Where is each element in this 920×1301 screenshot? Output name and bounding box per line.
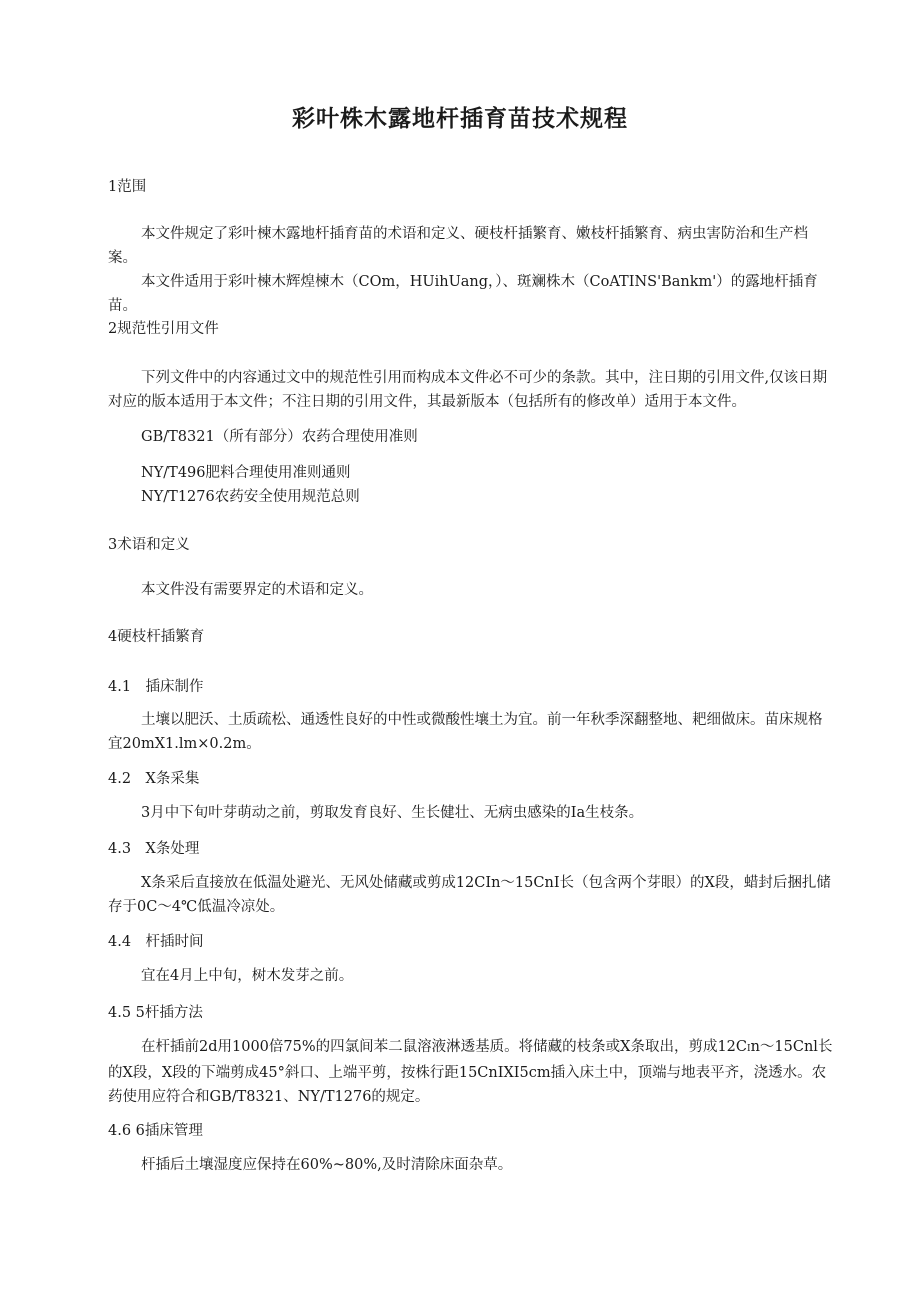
subsection-heading-4-4: 4.4 杆插时间 [108,934,204,950]
terms-paragraph: 本文件没有需要界定的术语和定义。 [141,582,373,598]
section-heading-terms: 3术语和定义 [108,537,190,553]
subsection-heading-4-3: 4.3 X条处理 [108,841,200,857]
reference-item: NY/T1276农药安全使用规范总则 [141,489,360,505]
subsection-text-4-4: 宜在4月上中旬，树木发芽之前。 [141,968,354,984]
section-heading-scope: 1范围 [108,179,147,195]
subsection-text-4-1: 土壤以肥沃、土质疏松、通透性良好的中性或微酸性壤土为宜。前一年秋季深翻整地、耙细做床。苗床规格宜20mX1.lm×0.2m。 [108,712,823,752]
reference-item: NY/T496肥料合理使用准则通则 [141,465,351,481]
subsection-heading-4-5: 4.5 5杆插方法 [108,1005,203,1021]
subsection-heading-4-2: 4.2 X条采集 [108,771,200,787]
subsection-text-4-5-part-a: 在杆插前2d用1000倍75%的四氯间苯二鼠溶液淋透基质。将储藏的枝条或X条取出，剪成12C [141,1039,748,1055]
subsection-text-4-3: X条采后直接放在低温处避光、无风处储藏或剪成12CIn～15CnI长（包含两个芽眼）的X段，蜡封后捆扎储存于0C～4℃低温冷凉处。 [108,875,831,915]
subsection-text-4-6: 杆插后土壤湿度应保持在60%~80%,及时清除床面杂草。 [141,1157,513,1173]
subsection-text-4-2: 3月中下旬叶芽萌动之前，剪取发育良好、生长健壮、无病虫感染的Ia生枝条。 [141,805,644,821]
scope-paragraph-1: 本文件规定了彩叶楝木露地杆插育苗的术语和定义、硬枝杆插繁育、嫩枝杆插繁育、病虫害防治和生产档案。 [108,226,808,266]
reference-item: GB/T8321（所有部分）农药合理使用准则 [141,429,418,445]
normative-references-paragraph: 下列文件中的内容通过文中的规范性引用而构成本文件必不可少的条款。其中，注日期的引用文件,仅该日期对应的版本适用于本文件；不注日期的引用文件，其最新版本（包括所有的修改单）适用于本文件。 [108,370,828,410]
section-heading-hardwood-cutting: 4硬枝杆插繁育 [108,629,205,645]
section-heading-normative-references: 2规范性引用文件 [108,321,219,337]
subsection-heading-4-1: 4.1 插床制作 [108,679,204,695]
subsection-text-4-5-part-b: n～15Cnl长的X段，X段的下端剪成45°斜口、上端平剪，按株行距15CnIXI5cm插入床土中，顶端与地表平齐，浇透水。农药使用应符合和GB/T8321、NY/T1276的规定。 [108,1039,833,1105]
subsection-heading-4-6: 4.6 6插床管理 [108,1123,203,1139]
document-title: 彩叶株木露地杆插育苗技术规程 [292,106,628,132]
scope-paragraph-2: 本文件适用于彩叶楝木辉煌楝木（COm，HUihUang，）、斑斓株木（CoATINS'Bankm'）的露地杆插育苗。 [108,274,818,314]
subsection-text-4-5 [108,1035,834,1109]
subsection-text-4-5-subscript: I [747,1044,751,1054]
